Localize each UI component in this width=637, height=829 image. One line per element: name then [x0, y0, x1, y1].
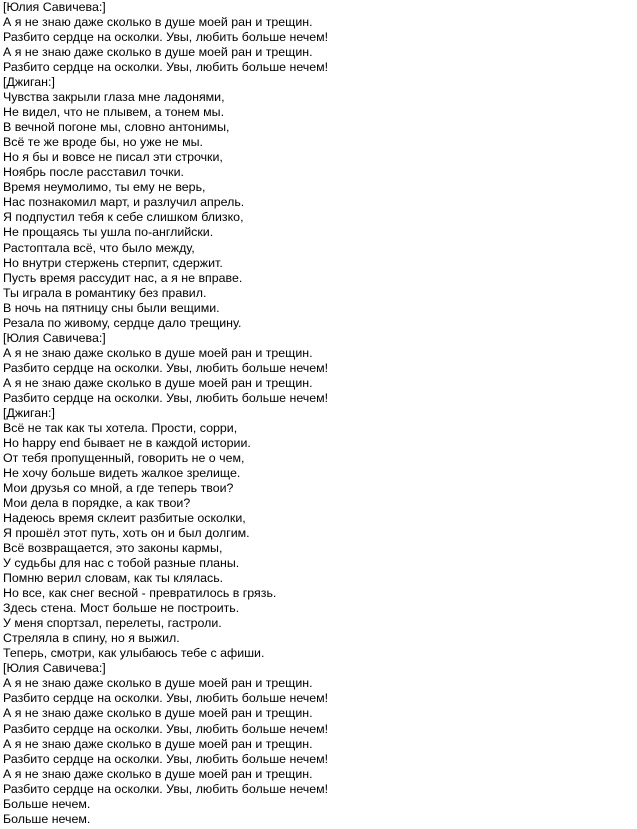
- section-label: [Джиган:]: [3, 75, 55, 90]
- lyric-line: Мои друзья со мной, а где теперь твои?: [3, 481, 234, 495]
- section-label: [Юлия Савичева:]: [3, 661, 106, 676]
- lyric-line: У меня спортзал, перелеты, гастроли.: [3, 616, 222, 631]
- lyric-line: Всё возвращается, это законы кармы,: [3, 541, 223, 556]
- lyric-line: А я не знаю даже сколько в душе моей ран и трещин.: [3, 345, 313, 360]
- lyric-line: Всё не так как ты хотела. Прости, сорри,: [3, 420, 238, 435]
- lyric-line: Больше нечем.: [3, 811, 91, 826]
- lyric-line: Разбито сердце на осколки. Увы, любить больше нечем!: [3, 360, 329, 375]
- lyric-line: А я не знаю даже сколько в душе моей ран и трещин.: [3, 766, 313, 781]
- lyric-line: Но happy end бывает не в каждой истории.: [3, 435, 251, 450]
- lyric-line: Нас познакомил март, и разлучил апрель.: [3, 195, 245, 210]
- lyric-line: Я прошёл этот путь, хоть он и был долгим.: [3, 526, 250, 541]
- lyric-line: Время неумолимо, ты ему не верь,: [3, 180, 206, 195]
- lyric-line: Стреляла в спину, но я выжил.: [3, 631, 180, 646]
- lyric-line: Разбито сердце на осколки. Увы, любить больше нечем!: [3, 751, 329, 766]
- lyric-line: Резала по живому, сердце дало трещину.: [3, 315, 242, 330]
- lyric-line: Чувства закрыли глаза мне ладонями,: [3, 90, 225, 105]
- lyric-line: А я не знаю даже сколько в душе моей ран и трещин.: [3, 375, 313, 390]
- lyric-line: Ноябрь после расставил точки.: [3, 165, 184, 180]
- lyric-line: Пусть время рассудит нас, а я не вправе.: [3, 270, 243, 285]
- lyric-line: Не хочу больше видеть жалкое зрелище.: [3, 465, 241, 480]
- lyric-line: Разбито сердце на осколки. Увы, любить больше нечем!: [3, 390, 329, 405]
- lyric-line: В ночь на пятницу сны были вещими.: [3, 300, 220, 315]
- lyric-line: Я подпустил тебя к себе слишком близко,: [3, 210, 244, 225]
- lyric-line: У судьбы для нас с тобой разные планы.: [3, 556, 240, 571]
- lyric-line: Всё те же вроде бы, но уже не мы.: [3, 135, 204, 150]
- lyric-line: Но я бы и вовсе не писал эти строчки,: [3, 150, 223, 165]
- lyric-line: Надеюсь время склеит разбитые осколки,: [3, 511, 246, 526]
- lyric-line: В вечной погоне мы, словно антонимы,: [3, 120, 230, 135]
- lyric-line: Здесь стена. Мост больше не построить.: [3, 601, 240, 616]
- lyric-line: Разбито сердце на осколки. Увы, любить больше нечем!: [3, 30, 329, 45]
- lyric-line: Растоптала всё, что было между,: [3, 240, 195, 255]
- section-label: [Джиган:]: [3, 405, 55, 420]
- lyric-line: Но внутри стержень стерпит, сдержит.: [3, 255, 223, 270]
- lyric-line: Не прощаясь ты ушла по-английски.: [3, 225, 214, 240]
- lyric-line: А я не знаю даже сколько в душе моей ран и трещин.: [3, 706, 313, 721]
- lyric-line: Больше нечем.: [3, 796, 91, 811]
- lyric-line: Разбито сердце на осколки. Увы, любить больше нечем!: [3, 60, 329, 75]
- lyric-line: Но все, как снег весной - превратилось в грязь.: [3, 586, 277, 601]
- lyric-line: Помню верил словам, как ты клялась.: [3, 571, 224, 586]
- section-label: [Юлия Савичева:]: [3, 0, 106, 14]
- lyric-line: Разбито сердце на осколки. Увы, любить больше нечем!: [3, 721, 329, 736]
- lyric-line: Ты играла в романтику без правил.: [3, 285, 207, 300]
- lyric-line: А я не знаю даже сколько в душе моей ран и трещин.: [3, 45, 313, 60]
- lyric-line: А я не знаю даже сколько в душе моей ран и трещин.: [3, 676, 313, 691]
- lyric-line: Разбито сердце на осколки. Увы, любить больше нечем!: [3, 691, 329, 706]
- lyric-line: Теперь, смотри, как улыбаюсь тебе с афиши.: [3, 646, 265, 661]
- lyric-line: От тебя пропущенный, говорить не о чем,: [3, 450, 245, 465]
- section-label: [Юлия Савичева:]: [3, 330, 106, 345]
- lyric-line: Разбито сердце на осколки. Увы, любить больше нечем!: [3, 781, 329, 796]
- lyric-line: Мои дела в порядке, а как твои?: [3, 496, 191, 511]
- lyric-line: А я не знаю даже сколько в душе моей ран и трещин.: [3, 15, 313, 30]
- lyric-line: Не видел, что не плывем, а тонем мы.: [3, 105, 225, 120]
- lyric-line: А я не знаю даже сколько в душе моей ран и трещин.: [3, 736, 313, 751]
